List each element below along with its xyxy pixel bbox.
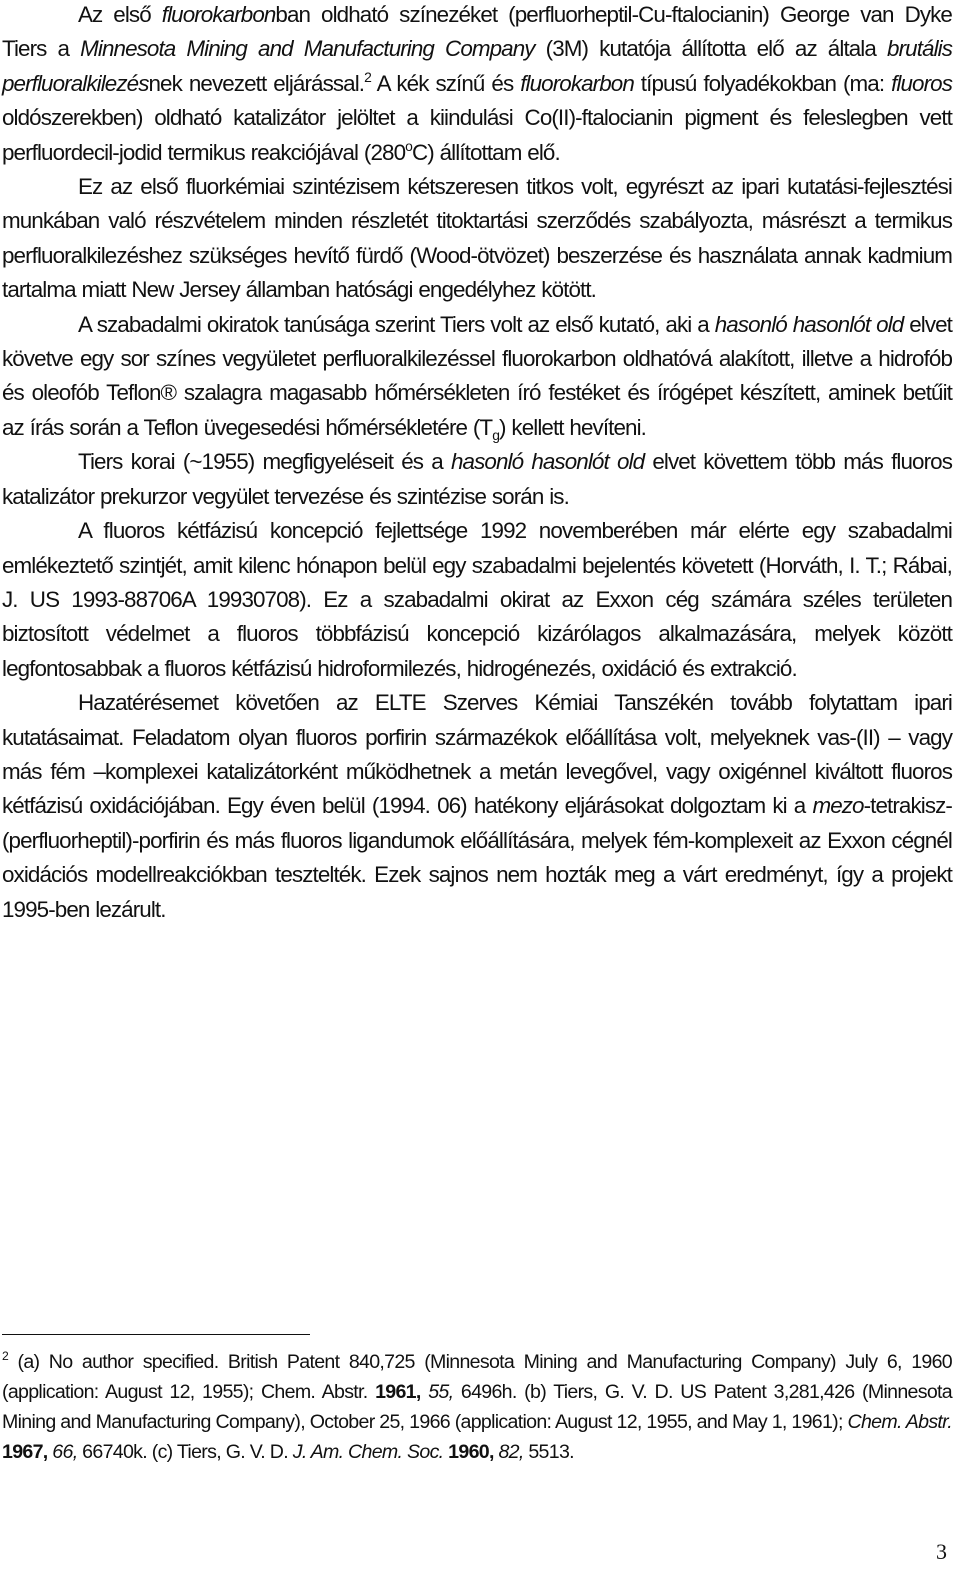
paragraph-1 (2, 0, 952, 170)
text-run: Chem. Abstr. (847, 1411, 953, 1433)
text-run: 6496h. (b) Tiers, G. V. D. US Patent 3,281,426 (Minnesota Mining and Manufacturing Company), October 25, 1966 (application: August 12, 1955, and May 1, 1961); (2, 1381, 952, 1433)
text-run: fluorokarbon (161, 2, 276, 27)
text-run: Minnesota Mining and Manufacturing Company (80, 36, 535, 62)
footnote-marker: o (405, 137, 412, 154)
text-run: ban oldható színezéket (perfluorheptil-Cu-ftalocianin) George van Dyke Tiers a (2, 2, 952, 62)
text-run: 55, (428, 1381, 454, 1403)
text-run: 5513. (523, 1441, 574, 1463)
footnotes (2, 1347, 952, 1467)
paragraph-4 (2, 445, 952, 514)
text-run: J. Am. Chem. Soc. (292, 1441, 444, 1463)
text-run: -tetrakisz-(perfluorheptil)-porfirin és más fluoros ligandumok előállítására, melyek fém-komplexeit az Exxon cégnél oxidációs modellreakciókban tesztelték. Ezek sajnos nem hozták meg a várt eredményt, így a projekt 1995-ben lezárult. (2, 793, 952, 922)
text-run: elvet követve egy sor színes vegyületet perfluoralkilezéssel fluorokarbon oldhatóvá alakított, illetve a hidrofób és oleofób Teflon® szalagra magasabb hőmérsékleten író festéket és írógépet készített, aminek betűit az írás során a Teflon üvegesedési hőmérsékletére (T (2, 311, 952, 440)
text-run: Ez az első fluorkémiai szintézisem kétszeresen titkos volt, egyrészt az ipari kutatási-fejlesztési munkában való részvételem minden részletét titoktartási szerződés szabályozta, másrészt a termikus perfluoralkilezéshez szükséges hevítő fürdő (Wood-ötvözet) beszerzése és használata annak kadmium tartalma miatt New Jersey államban hatósági engedélyhez kötött. (2, 174, 952, 303)
text-run: fluorokarbon (520, 70, 634, 96)
text-run: (3M) kutatója állította elő az általa (534, 36, 888, 62)
text-run: (a) No author specified. British Patent 840,725 (Minnesota Mining and Manufacturing Company) July 6, 1960 (application: August 12, 1955); Chem. Abstr. (2, 1351, 952, 1403)
text-run: A kék színű és (370, 70, 521, 96)
footnote-1 (2, 1347, 952, 1467)
subscript: g (492, 426, 500, 443)
text-run: ) kellett hevíteni. (499, 414, 646, 440)
paragraph-6 (2, 686, 952, 927)
text-run: 1961, (375, 1381, 421, 1403)
text-run: fluoros (891, 70, 952, 96)
text-run: Hazatérésemet követően az ELTE Szerves Kémiai Tanszékén tovább folytattam ipari kutatásaimat. Feladatom olyan fluoros porfirin származékok előállítása volt, melyeknek vas-(II) – vagy más fém –komplexei katalizátorként működhetnek a metán levegővel, vagy oxigénnel kiváltott fluoros kétfázisú oxidációjában. Egy éven belül (1994. 06) hatékony eljárásokat dolgoztam ki a (2, 690, 952, 819)
body-text (2, 0, 952, 927)
text-run: brutális perfluoralkilezés (2, 36, 953, 96)
text-run: Az első (78, 2, 162, 27)
paragraph-5 (2, 514, 952, 686)
footnote-marker: 2 (2, 1349, 9, 1364)
footnote-separator (2, 1334, 310, 1335)
footnote-marker: 2 (364, 68, 371, 85)
page-number: 3 (936, 1539, 947, 1564)
text-run: nek nevezett eljárással. (148, 70, 365, 96)
text-run: hasonló hasonlót old (714, 311, 904, 337)
text-run: 66740k. (c) Tiers, G. V. D. (77, 1441, 293, 1463)
text-run: C) állítottam elő. (411, 139, 560, 165)
text-run: A fluoros kétfázisú koncepció fejlettsége 1992 novemberében már elérte egy szabadalmi emlékeztető szintjét, amit kilenc hónapon belül egy szabadalmi bejelentés követett (Horváth, I. T.; Rábai, J. US 1993-88706A 19930708). Ez a szabadalmi okirat az Exxon cég számára széles területen biztosított védelmet a fluoros többfázisú koncepció kizárólagos alkalmazására, melyek között legfontosabbak a fluoros kétfázisú hidroformilezés, hidrogénezés, oxidáció és extrakció. (2, 518, 952, 681)
paragraph-2 (2, 170, 952, 308)
text-run: 66, (52, 1441, 78, 1463)
text-run: oldószerekben) oldható katalizátor jelöltet a kiindulási Co(II)-ftalocianin pigment és feleslegben vett perfluordecil-jodid termikus reakciójával (280 (2, 105, 952, 165)
text-run: 82, (498, 1441, 524, 1463)
text-run: A szabadalmi okiratok tanúsága szerint Tiers volt az első kutató, aki a (78, 311, 715, 337)
text-run: mezo (812, 793, 864, 819)
paragraph-3 (2, 308, 952, 446)
text-run: 1967, (2, 1441, 48, 1463)
text-run: elvet követtem több más fluoros katalizátor prekurzor vegyület tervezése és szintézise során is. (2, 449, 952, 509)
text-run: Tiers korai (~1955) megfigyeléseit és a (78, 449, 451, 475)
text-run: 1960, (448, 1441, 494, 1463)
text-run: hasonló hasonlót old (451, 449, 645, 475)
text-run: típusú folyadékokban (ma: (633, 70, 892, 96)
